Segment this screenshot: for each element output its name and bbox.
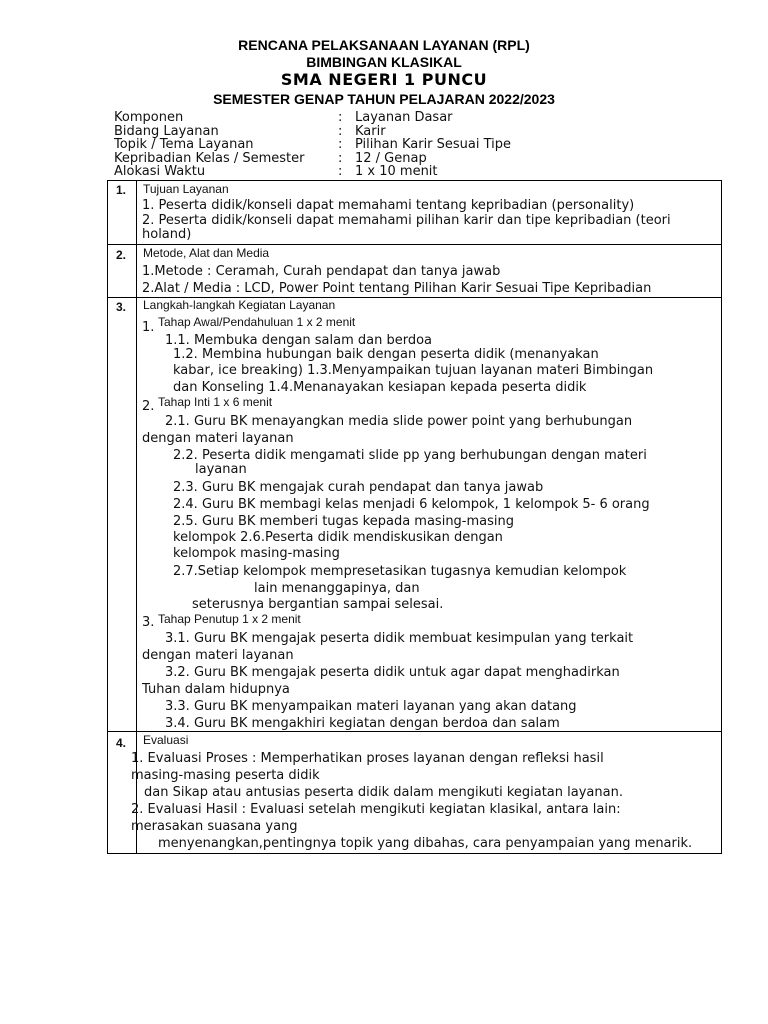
info-colon: : [338, 110, 343, 125]
step-line: dengan materi layanan [142, 648, 294, 663]
section-line: masing-masing peserta didik [131, 768, 320, 783]
step-line: layanan [195, 462, 247, 477]
info-value: Karir [355, 123, 386, 139]
info-label: Topik / Tema Layanan [114, 137, 254, 152]
info-value: Pilihan Karir Sesuai Tipe [355, 137, 512, 152]
info-row [114, 165, 674, 179]
step-line: Tuhan dalam hidupnya [142, 682, 290, 697]
plan-table [107, 180, 722, 854]
step-line: 3.4. Guru BK mengakhiri kegiatan dengan berdoa dan salam [165, 716, 560, 731]
section-number: 3. [116, 300, 127, 314]
section-number: 4. [116, 736, 127, 750]
section-line: 1. Peserta didik/konseli dapat memahami tentang kepribadian (personality) [142, 198, 635, 213]
step-line: dan Konseling 1.4.Menanayakan kesiapan kepada peserta didik [173, 380, 587, 395]
section-line: merasakan suasana yang [131, 819, 298, 834]
info-colon: : [338, 150, 343, 166]
stage-heading: Tahap Penutup 1 x 2 menit [158, 612, 301, 626]
step-line: kelompok 2.6.Peserta didik mendiskusikan dengan [173, 530, 503, 545]
step-line: 1.2. Membina hubungan baik dengan peserta didik (menanyakan [173, 347, 599, 362]
step-line: 3.1. Guru BK mengajak peserta didik membuat kesimpulan yang terkait [165, 631, 634, 646]
info-value: 1 x 10 menit [355, 164, 438, 179]
info-value: 12 / Genap [355, 150, 427, 166]
section-heading: Metode, Alat dan Media [143, 246, 270, 260]
info-colon: : [338, 123, 343, 139]
info-row [114, 152, 674, 166]
step-line: seterusnya bergantian sampai selesai. [192, 597, 444, 612]
step-line: 2.3. Guru BK mengajak curah pendapat dan tanya jawab [173, 480, 544, 495]
section-line: 2. Evaluasi Hasil : Evaluasi setelah mengikuti kegiatan klasikal, antara lain: [131, 802, 621, 817]
step-line: 2.2. Peserta didik mengamati slide pp yang berhubungan dengan materi [173, 448, 647, 463]
step-line: 2.1. Guru BK menayangkan media slide power point yang berhubungan [165, 414, 633, 429]
step-line: 2.4. Guru BK membagi kelas menjadi 6 kelompok, 1 kelompok 5- 6 orang [173, 497, 650, 512]
step-line: 3.3. Guru BK menyampaikan materi layanan yang akan datang [165, 699, 577, 714]
step-line: 1.1. Membuka dengan salam dan berdoa [165, 333, 433, 348]
stage-heading: Tahap Inti 1 x 6 menit [158, 395, 273, 409]
step-line: lain menanggapinya, dan [254, 581, 420, 596]
info-row [114, 138, 674, 152]
section-line: 1.Metode : Ceramah, Curah pendapat dan tanya jawab [142, 264, 501, 279]
stage-number: 3. [142, 615, 155, 630]
step-line: 3.2. Guru BK mengajak peserta didik untuk agar dapat menghadirkan [165, 665, 620, 680]
stage-number: 1. [142, 320, 155, 335]
step-line: 2.7.Setiap kelompok mempresetasikan tugasnya kemudian kelompok [173, 564, 627, 579]
document-subtitle: BIMBINGAN KLASIKAL [306, 54, 462, 70]
section-line: dan Sikap atau antusias peserta didik dalam mengikuti kegiatan layanan. [144, 785, 623, 800]
section-number: 2. [116, 248, 127, 262]
document-title: RENCANA PELAKSANAAN LAYANAN (RPL) [238, 37, 530, 53]
row-divider [108, 731, 721, 732]
section-heading: Tujuan Layanan [143, 182, 229, 196]
section-heading: Evaluasi [143, 733, 189, 747]
semester-line: SEMESTER GENAP TAHUN PELAJARAN 2022/2023 [213, 91, 555, 107]
stage-heading: Tahap Awal/Pendahuluan 1 x 2 menit [158, 315, 356, 329]
info-value: Layanan Dasar [355, 110, 453, 125]
stage-number: 2. [142, 399, 155, 414]
info-label: Bidang Layanan [114, 123, 219, 139]
section-heading: Langkah-langkah Kegiatan Layanan [143, 298, 336, 312]
info-row [114, 111, 674, 125]
info-colon: : [338, 137, 343, 152]
section-line: 1. Evaluasi Proses : Memperhatikan proses layanan dengan refleksi hasil [131, 751, 604, 766]
step-line: kelompok masing-masing [173, 546, 340, 561]
row-divider [108, 244, 721, 245]
info-label: Alokasi Waktu [114, 164, 206, 179]
section-number: 1. [116, 183, 127, 197]
step-line: kabar, ice breaking) 1.3.Menyampaikan tujuan layanan materi Bimbingan [173, 363, 654, 378]
school-name: SMA NEGERI 1 PUNCU [280, 70, 488, 89]
info-block [114, 111, 674, 179]
section-line: 2. Peserta didik/konseli dapat memahami pilihan karir dan tipe kepribadian (teori [142, 213, 671, 228]
section-line: holand) [142, 227, 192, 242]
info-colon: : [338, 164, 343, 179]
section-line: menyenangkan,pentingnya topik yang dibahas, cara penyampaian yang menarik. [158, 836, 693, 851]
info-label: Komponen [114, 110, 184, 125]
info-row [114, 125, 674, 139]
section-line: 2.Alat / Media : LCD, Power Point tentang Pilihan Karir Sesuai Tipe Kepribadian [142, 281, 652, 296]
step-line: dengan materi layanan [142, 431, 294, 446]
info-label: Kepribadian Kelas / Semester [114, 150, 305, 166]
step-line: 2.5. Guru BK memberi tugas kepada masing-masing [173, 514, 515, 529]
